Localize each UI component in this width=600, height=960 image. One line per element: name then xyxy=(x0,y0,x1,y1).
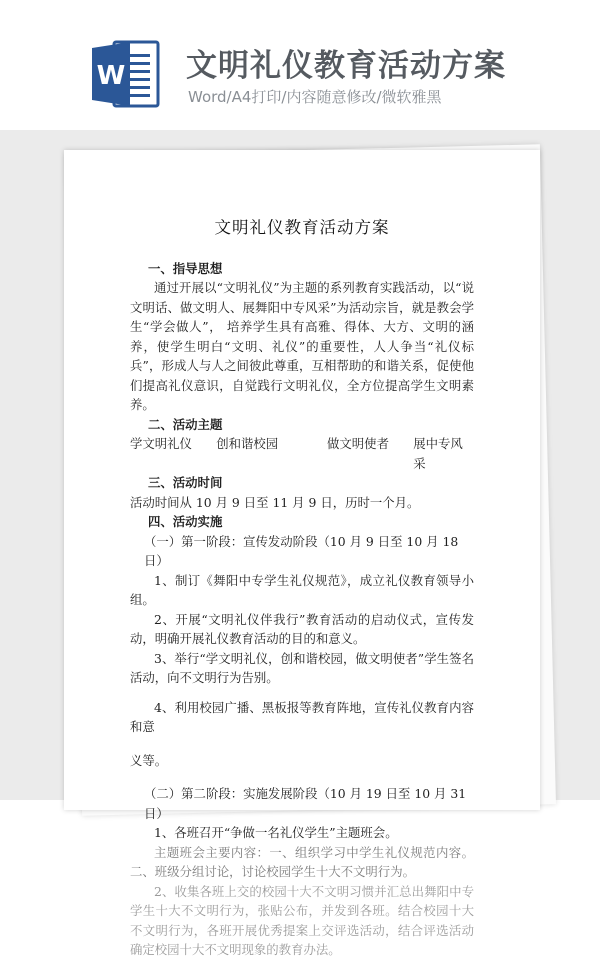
section-heading-guiding: 一、指导思想 xyxy=(148,260,223,276)
section-heading-time: 三、活动时间 xyxy=(148,475,223,490)
phase-two-item: 1、各班召开“争做一名礼仪学生”主题班会。 xyxy=(154,825,398,840)
theme-list xyxy=(130,434,474,473)
section-heading-implementation: 四、活动实施 xyxy=(148,514,223,529)
header-subtitle: Word/A4打印/内容随意修改/微软雅黑 xyxy=(188,88,442,106)
phase-two-heading: （二）第二阶段：实施发展阶段（10 月 19 日至 10 月 31 日） xyxy=(144,786,467,821)
document-title: 文明礼仪教育活动方案 xyxy=(214,218,390,237)
paragraph-time: 活动时间从 10 月 9 日至 11 月 9 日，历时一个月。 xyxy=(130,494,420,510)
theme-item: 创和谐校园 xyxy=(216,436,279,451)
theme-item: 学文明礼仪 xyxy=(130,436,192,451)
document-page xyxy=(64,150,540,957)
phase-two-item-detail: 主题班会主要内容：一、组织学习中学生礼仪规范内容。二、班级分组讨论，讨论校园学生十大不文明行为。 xyxy=(130,844,474,879)
word-document-icon xyxy=(92,38,160,110)
theme-item: 展中专风采 xyxy=(413,436,463,471)
phase-one-item-continued: 义等。 xyxy=(130,752,168,768)
phase-two-item: 2、收集各班上交的校园十大不文明习惯并汇总出舞阳中专学生十大不文明行为，张贴公布，并发到各班。结合校园十大不文明行为，各班开展优秀提案上交评选活动，结合评选活动确定校园十大不文明现象的教育办法。 xyxy=(130,883,474,957)
preview-area xyxy=(0,130,600,957)
phase-one-item: 2、开展“文明礼仪伴我行”教育活动的启动仪式，宣传发动，明确开展礼仪教育活动的目的和意义。 xyxy=(130,611,474,646)
document-body xyxy=(130,218,474,960)
phase-one-heading: （一）第一阶段：宣传发动阶段（10 月 9 日至 10 月 18 日） xyxy=(144,533,459,568)
theme-item: 做文明使者 xyxy=(327,436,389,451)
paragraph-guiding: 通过开展以“文明礼仪”为主题的系列教育实践活动，以“说文明话、做文明人、展舞阳中专风采”为活动宗旨，就是教会学生“学会做人”， 培养学生具有高雅、得体、大方、文明的涵养，使学生明白“文明、礼仪”的重要性，人人争当“礼仪标兵”，形成人与人之间彼此尊重，互相帮助的和谐关系，促使他们提高礼仪意识，自觉践行文明礼仪，全方位提高学生文明素养。 xyxy=(130,280,474,412)
phase-one-item: 3、举行“学文明礼仪，创和谐校园，做文明使者”学生签名活动，向不文明行为告别。 xyxy=(130,650,474,685)
header-title: 文明礼仪教育活动方案 xyxy=(186,48,506,84)
section-heading-theme: 二、活动主题 xyxy=(148,416,223,432)
page-header xyxy=(0,0,600,130)
word-logo-letter: W xyxy=(96,61,126,91)
phase-one-item: 1、制订《舞阳中专学生礼仪规范》，成立礼仪教育领导小组。 xyxy=(130,572,474,607)
phase-one-item: 4、利用校园广播、黑板报等教育阵地，宣传礼仪教育内容和意 xyxy=(130,699,474,734)
